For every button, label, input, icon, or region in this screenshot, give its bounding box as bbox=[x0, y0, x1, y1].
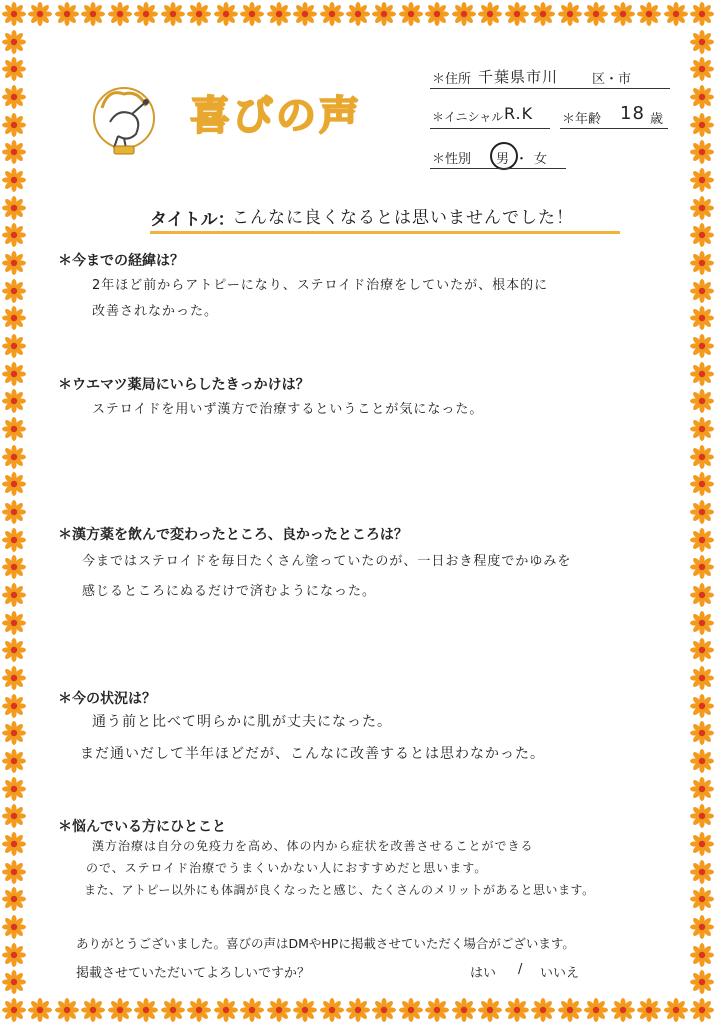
flower-icon bbox=[505, 2, 529, 26]
gender-options: 男・女 bbox=[496, 152, 554, 167]
flower-icon bbox=[690, 555, 714, 579]
flower-icon bbox=[2, 832, 26, 856]
initial-underline bbox=[430, 128, 550, 129]
flower-icon bbox=[690, 887, 714, 911]
flower-icon bbox=[690, 528, 714, 552]
flower-icon bbox=[690, 334, 714, 358]
flower-icon bbox=[320, 2, 344, 26]
flower-icon bbox=[690, 666, 714, 690]
flower-icon bbox=[690, 57, 714, 81]
flower-icon bbox=[399, 2, 423, 26]
flower-icon bbox=[2, 887, 26, 911]
flower-icon bbox=[240, 2, 264, 26]
address-value: 千葉県市川 bbox=[478, 68, 559, 86]
flower-icon bbox=[558, 998, 582, 1022]
flower-icon bbox=[690, 445, 714, 469]
answer-current-line-2: まだ通いだして半年ほどだが、こんなに改善するとは思わなかった。 bbox=[80, 746, 545, 762]
flower-icon bbox=[584, 2, 608, 26]
flower-icon bbox=[108, 2, 132, 26]
flower-icon bbox=[2, 860, 26, 884]
flower-icon bbox=[690, 500, 714, 524]
flower-icon bbox=[2, 528, 26, 552]
flower-icon bbox=[187, 998, 211, 1022]
flower-icon bbox=[240, 998, 264, 1022]
answer-changes-line-1: 今まではステロイドを毎日たくさん塗っていたのが、一日おき程度でかゆみを bbox=[82, 554, 572, 569]
flower-icon bbox=[531, 2, 555, 26]
age-underline bbox=[560, 128, 668, 129]
flower-icon bbox=[293, 2, 317, 26]
flower-icon bbox=[55, 2, 79, 26]
flower-icon bbox=[690, 611, 714, 635]
answer-changes-line-2: 感じるところにぬるだけで済むようになった。 bbox=[82, 584, 377, 599]
flower-icon bbox=[690, 140, 714, 164]
title-row bbox=[150, 203, 620, 234]
flower-icon bbox=[2, 140, 26, 164]
flower-icon bbox=[134, 998, 158, 1022]
flower-icon bbox=[690, 306, 714, 330]
flower-icon bbox=[2, 389, 26, 413]
flower-icon bbox=[55, 998, 79, 1022]
flower-icon bbox=[690, 583, 714, 607]
flower-icon bbox=[637, 2, 661, 26]
flower-icon bbox=[690, 279, 714, 303]
address-ward-city: 区・市 bbox=[592, 72, 632, 87]
flower-icon bbox=[478, 2, 502, 26]
age-value: 18 bbox=[620, 103, 645, 124]
flower-icon bbox=[690, 2, 714, 26]
question-trigger: ＊ウエマツ薬局にいらしたきっかけは？ bbox=[58, 377, 310, 393]
flower-icon bbox=[2, 749, 26, 773]
flower-icon bbox=[2, 970, 26, 994]
flower-icon bbox=[2, 804, 26, 828]
flower-icon bbox=[2, 251, 26, 275]
flower-icon bbox=[690, 389, 714, 413]
flower-icon bbox=[611, 998, 635, 1022]
flower-icon bbox=[2, 334, 26, 358]
flower-icon bbox=[690, 777, 714, 801]
flower-icon bbox=[2, 85, 26, 109]
flower-icon bbox=[2, 777, 26, 801]
flower-icon bbox=[161, 998, 185, 1022]
flower-icon bbox=[28, 998, 52, 1022]
flower-icon bbox=[399, 998, 423, 1022]
address-underline bbox=[430, 88, 670, 89]
flower-icon bbox=[2, 279, 26, 303]
gender-selected-circle bbox=[490, 142, 518, 170]
flower-icon bbox=[690, 472, 714, 496]
flower-icon bbox=[2, 915, 26, 939]
flower-icon bbox=[690, 998, 714, 1022]
flower-icon bbox=[690, 749, 714, 773]
flower-icon bbox=[2, 638, 26, 662]
flower-icon bbox=[690, 168, 714, 192]
flower-icon bbox=[134, 2, 158, 26]
flower-icon bbox=[372, 2, 396, 26]
flower-icon bbox=[690, 196, 714, 220]
flower-icon bbox=[2, 168, 26, 192]
flower-icon bbox=[637, 998, 661, 1022]
flower-icon bbox=[690, 943, 714, 967]
flower-icon bbox=[690, 30, 714, 54]
question-changes: ＊漢方薬を飲んで変わったところ、良かったところは？ bbox=[58, 527, 408, 543]
flower-icon bbox=[425, 2, 449, 26]
flower-icon bbox=[320, 998, 344, 1022]
flower-icon bbox=[690, 915, 714, 939]
flower-icon bbox=[267, 998, 291, 1022]
flower-icon bbox=[2, 30, 26, 54]
footer-no-option: いいえ bbox=[540, 966, 580, 981]
flower-icon bbox=[2, 555, 26, 579]
flower-icon bbox=[81, 2, 105, 26]
footer-slash: / bbox=[518, 962, 523, 977]
flower-icon bbox=[690, 223, 714, 247]
flower-icon bbox=[690, 638, 714, 662]
question-history: ＊今までの経緯は？ bbox=[58, 253, 184, 269]
flower-icon bbox=[478, 998, 502, 1022]
flower-icon bbox=[372, 998, 396, 1022]
flower-icon bbox=[2, 472, 26, 496]
question-advice: ＊悩んでいる方にひとこと bbox=[58, 819, 226, 835]
flower-icon bbox=[690, 694, 714, 718]
flower-icon bbox=[2, 445, 26, 469]
flower-icon bbox=[2, 57, 26, 81]
flower-icon bbox=[664, 998, 688, 1022]
flower-icon bbox=[214, 2, 238, 26]
flower-icon bbox=[611, 2, 635, 26]
title-text: こんなに良くなるとは思いませんでした！ bbox=[232, 208, 574, 228]
flower-icon bbox=[531, 998, 555, 1022]
initial-label: ＊イニシャル bbox=[432, 110, 504, 124]
answer-history-line-1: 2年ほど前からアトピーになり、ステロイド治療をしていたが、根本的に bbox=[92, 278, 549, 293]
flower-icon bbox=[187, 2, 211, 26]
flower-icon bbox=[2, 583, 26, 607]
initial-value: R.K bbox=[504, 104, 534, 123]
flower-icon bbox=[690, 362, 714, 386]
flower-icon bbox=[690, 251, 714, 275]
flower-icon bbox=[2, 196, 26, 220]
flower-icon bbox=[161, 2, 185, 26]
question-current: ＊今の状況は？ bbox=[58, 691, 156, 707]
age-label: ＊年齢 bbox=[562, 112, 602, 127]
gender-underline bbox=[430, 168, 566, 169]
flower-icon bbox=[2, 2, 26, 26]
flower-icon bbox=[690, 804, 714, 828]
flower-icon bbox=[108, 998, 132, 1022]
flower-icon bbox=[81, 998, 105, 1022]
flower-icon bbox=[2, 943, 26, 967]
answer-advice-line-3: また、アトピー以外にも体調が良くなったと感じ、たくさんのメリットがあると思います。 bbox=[84, 883, 595, 897]
flower-icon bbox=[690, 113, 714, 137]
flower-icon bbox=[558, 2, 582, 26]
flower-icon bbox=[2, 113, 26, 137]
flower-icon bbox=[2, 362, 26, 386]
title-label: タイトル： bbox=[150, 210, 235, 230]
flower-icon bbox=[2, 694, 26, 718]
flower-icon bbox=[2, 500, 26, 524]
footer-question: 掲載させていただいてよろしいですか？ bbox=[76, 966, 311, 981]
flower-icon bbox=[2, 611, 26, 635]
flower-icon bbox=[2, 223, 26, 247]
flower-icon bbox=[690, 832, 714, 856]
flower-icon bbox=[690, 970, 714, 994]
flower-icon bbox=[346, 998, 370, 1022]
flower-icon bbox=[2, 417, 26, 441]
age-unit: 歳 bbox=[650, 112, 664, 127]
flower-icon bbox=[690, 85, 714, 109]
address-label: ＊住所 bbox=[432, 72, 472, 87]
flower-icon bbox=[2, 666, 26, 690]
stork-logo-icon bbox=[88, 78, 160, 158]
answer-history-line-2: 改善されなかった。 bbox=[92, 304, 219, 319]
gender-label: ＊性別 bbox=[432, 152, 472, 167]
answer-advice-line-2: ので、ステロイド治療でうまくいかない人におすすめだと思います。 bbox=[86, 861, 488, 875]
flower-icon bbox=[267, 2, 291, 26]
flower-icon bbox=[690, 417, 714, 441]
flower-icon bbox=[425, 998, 449, 1022]
flower-icon bbox=[2, 306, 26, 330]
footer-thanks: ありがとうございました。喜びの声はDMやHPに掲載させていただく場合がございます。 bbox=[76, 936, 575, 951]
page-logo-title: 喜びの声 bbox=[190, 93, 362, 139]
answer-advice-line-1: 漢方治療は自分の免疫力を高め、体の内から症状を改善させることができる bbox=[92, 839, 534, 853]
answer-current-line-1: 通う前と比べて明らかに肌が丈夫になった。 bbox=[92, 714, 392, 730]
flower-icon bbox=[28, 2, 52, 26]
flower-icon bbox=[2, 721, 26, 745]
flower-icon bbox=[690, 721, 714, 745]
flower-icon bbox=[505, 998, 529, 1022]
flower-icon bbox=[664, 2, 688, 26]
flower-icon bbox=[346, 2, 370, 26]
flower-icon bbox=[452, 2, 476, 26]
footer-yes-option: はい bbox=[470, 966, 497, 981]
answer-trigger-line-1: ステロイドを用いず漢方で治療するということが気になった。 bbox=[92, 402, 484, 417]
flower-icon bbox=[584, 998, 608, 1022]
flower-icon bbox=[452, 998, 476, 1022]
flower-icon bbox=[690, 860, 714, 884]
flower-icon bbox=[293, 998, 317, 1022]
flower-icon bbox=[214, 998, 238, 1022]
flower-icon bbox=[2, 998, 26, 1022]
